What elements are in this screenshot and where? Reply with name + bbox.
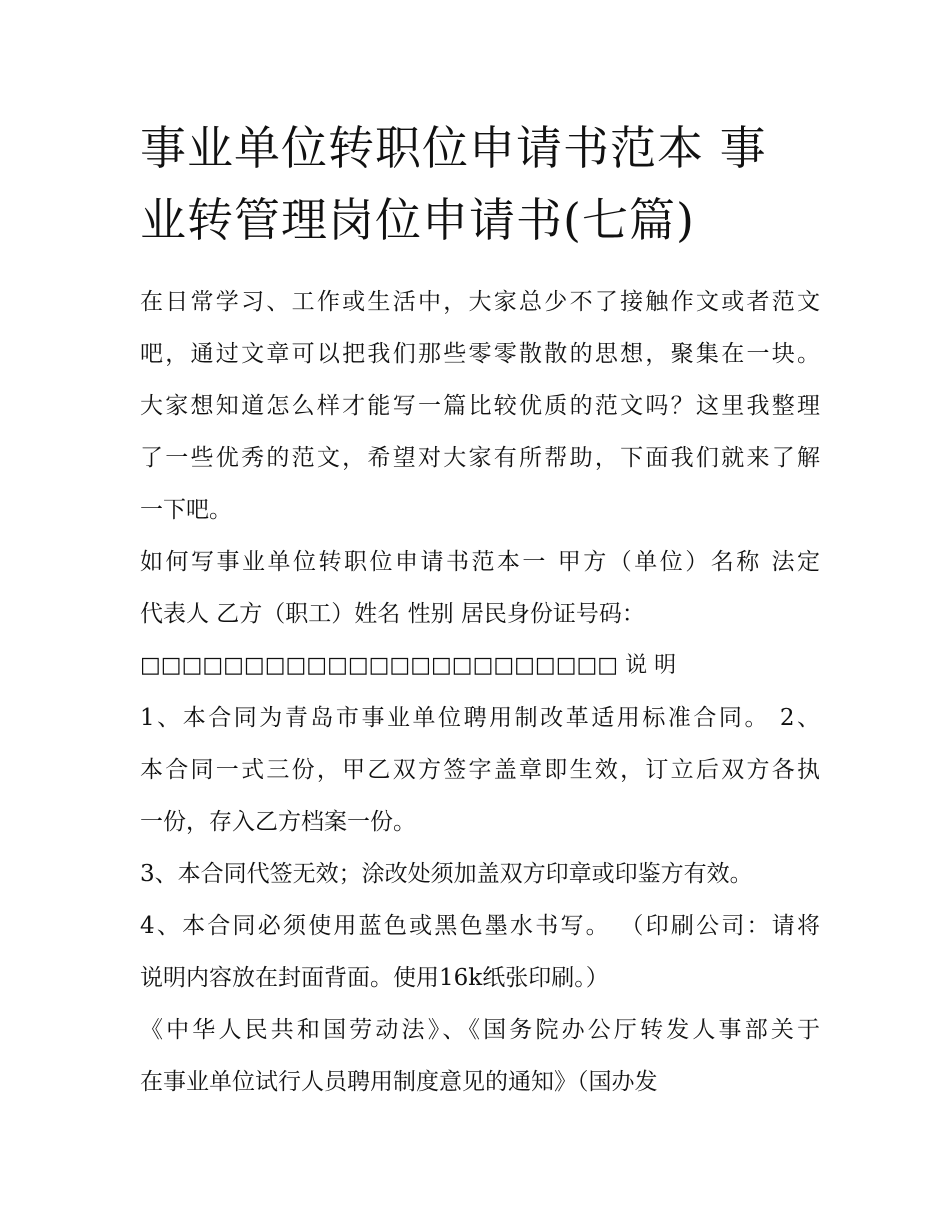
text-line: 3、本合同代签无效；涂改处须加盖双方印章或印鉴方有效。 xyxy=(140,861,753,887)
paragraph-clause-3 xyxy=(140,848,820,900)
document-body xyxy=(140,276,820,1108)
title-line: 业转管理岗位申请书(七篇) xyxy=(140,193,695,247)
document-title xyxy=(140,112,820,256)
text-line: 了一些优秀的范文，希望对大家有所帮助，下面我们就来了解 xyxy=(140,445,820,471)
text-line: 一份，存入乙方档案一份。 xyxy=(140,809,416,835)
text-line: 吧，通过文章可以把我们那些零零散散的思想，聚集在一块。 xyxy=(140,341,820,367)
text-line: 4、本合同必须使用蓝色或黑色墨水书写。 （印刷公司：请将 xyxy=(140,913,820,939)
text-line: 1、本合同为青岛市事业单位聘用制改革适用标准合同。 2、 xyxy=(140,705,820,731)
text-line: 在事业单位试行人员聘用制度意见的通知》（国办发 xyxy=(140,1069,658,1095)
text-line: 一下吧。 xyxy=(140,497,232,523)
text-line: 大家想知道怎么样才能写一篇比较优质的范文吗？这里我整理 xyxy=(140,393,820,419)
text-line: 本合同一式三份，甲乙双方签字盖章即生效，订立后双方各执 xyxy=(140,757,820,783)
text-line: 《中华人民共和国劳动法》、《国务院办公厅转发人事部关于 xyxy=(140,1017,820,1043)
text-line: 代表人 乙方（职工）姓名 性别 居民身份证号码： xyxy=(140,601,645,627)
title-line: 事业单位转职位申请书范本 事 xyxy=(140,121,767,175)
paragraph-legal-basis xyxy=(140,1004,820,1108)
paragraph-intro xyxy=(140,276,820,536)
text-line: 说明内容放在封面背面。使用16k纸张印刷。） xyxy=(140,965,609,991)
paragraph-contract-info xyxy=(140,536,820,848)
text-line: 如何写事业单位转职位申请书范本一 甲方（单位）名称 法定 xyxy=(140,549,820,575)
paragraph-clause-4 xyxy=(140,900,820,1004)
text-line: 在日常学习、工作或生活中，大家总少不了接触作文或者范文 xyxy=(140,289,820,315)
text-line: □□□□□□□□□□□□□□□□□□□□□□□ 说 明 xyxy=(140,653,677,678)
